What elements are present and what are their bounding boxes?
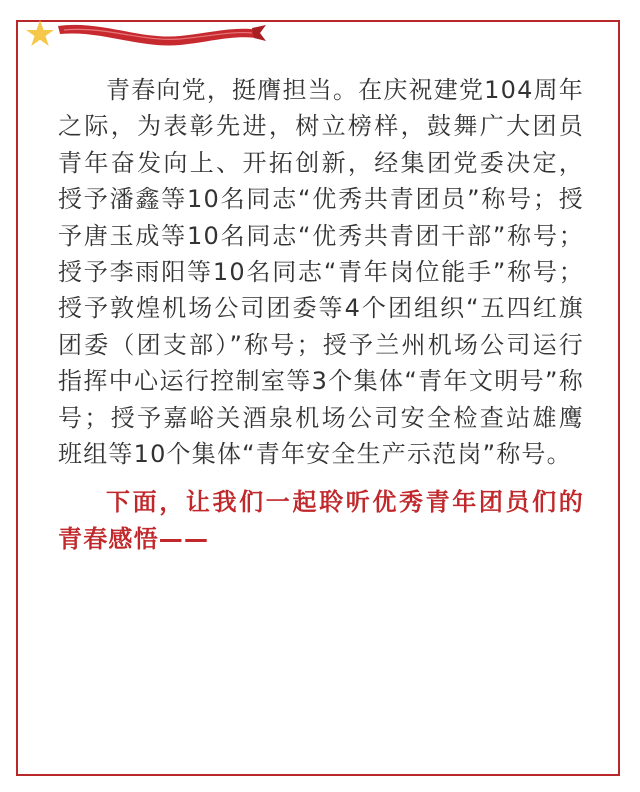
ribbon-icon [20, 6, 270, 54]
article-highlight: 下面，让我们一起聆听优秀青年团员们的青春感悟—— [58, 488, 584, 553]
article-body: 青春向党，挺膺担当。在庆祝建党104周年之际，为表彰先进，树立榜样，鼓舞广大团员青年奋发向上、开拓创新，经集团党委决定，授予潘鑫等10名同志“优秀共青团员”称号；授予唐玉成等10名同志“优秀共青团干部”称号；授予李雨阳等10名同志“青年岗位能手”称号；授予敦煌机场公司团委等4个团组织“五四红旗团委（团支部）”称号；授予兰州机场公司运行指挥中心运行控制室等3个集体“青年文明号”称号；授予嘉峪关酒泉机场公司安全检查站雄鹰班组等10个集体“青年安全生产示范岗”称号。 [58, 76, 584, 469]
article-content [58, 72, 584, 557]
star-icon [26, 20, 54, 46]
